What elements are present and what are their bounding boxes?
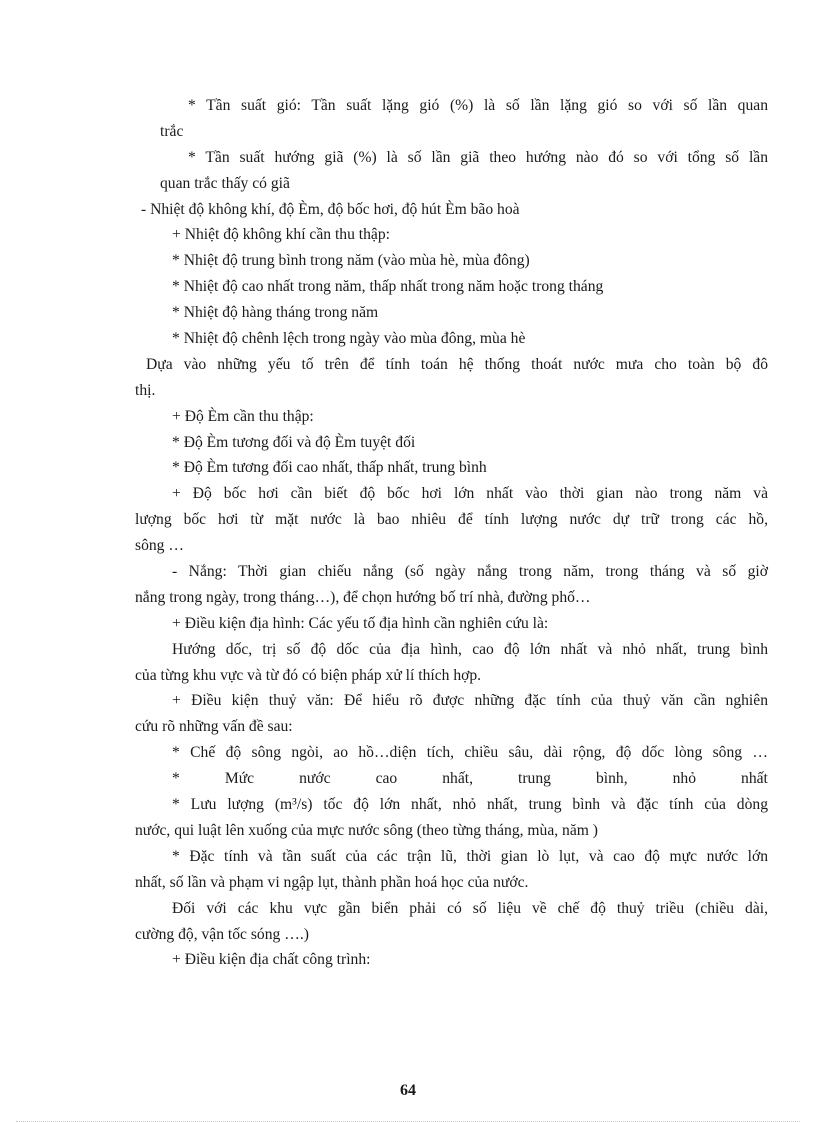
text-line: trắc — [160, 122, 184, 140]
text-line: nắng trong ngày, trong tháng…), để chọn hướng bố trí nhà, đường phố… — [135, 588, 591, 606]
text-line: - Nắng: Thời gian chiếu nắng (số ngày nắng trong năm, trong tháng và số giờ — [172, 563, 768, 581]
word: trung — [518, 770, 551, 788]
word: bình, — [595, 770, 628, 788]
text-line: * Độ Èm tương đối và độ Èm tuyệt đối — [172, 433, 416, 451]
text-line: + Điều kiện thuỷ văn: Để hiểu rõ được những đặc tính của thuỷ văn cần nghiên — [172, 692, 768, 710]
text-line: * Tần suất hướng giã (%) là số lần giã theo hướng nào đó so với tổng số lần — [188, 148, 768, 166]
text-line: quan trắc thấy có giã — [160, 174, 290, 192]
word: nước — [299, 770, 331, 788]
word: nhất — [741, 770, 768, 788]
text-line: lượng bốc hơi từ mặt nước là bao nhiêu để tính lượng nước dự trữ trong các hồ, — [135, 511, 768, 529]
page-bottom-border — [16, 1121, 800, 1122]
text-line — [135, 766, 768, 792]
word: cao — [375, 770, 398, 788]
text-line: * Nhiệt độ cao nhất trong năm, thấp nhất trong năm hoặc trong tháng — [172, 278, 604, 296]
text-line: Hướng dốc, trị số độ dốc của địa hình, cao độ lớn nhất và nhỏ nhất, trung bình — [172, 640, 768, 658]
text-line: Đối với các khu vực gần biển phải có số liệu về chế độ thuỷ triều (chiều dài, — [172, 899, 768, 917]
word: nhỏ — [672, 770, 697, 788]
text-line: * Nhiệt độ trung bình trong năm (vào mùa hè, mùa đông) — [172, 252, 530, 270]
text-line: + Độ Èm cần thu thập: — [172, 407, 314, 425]
text-line: + Điều kiện địa chất công trình: — [172, 951, 371, 969]
word: Mức — [224, 770, 255, 788]
text-line: cứu rõ những vấn đề sau: — [135, 718, 293, 736]
document-body — [135, 93, 768, 973]
text-line: - Nhiệt độ không khí, độ Èm, độ bốc hơi, độ hút Èm bão hoà — [141, 200, 520, 218]
text-line: * Nhiệt độ chênh lệch trong ngày vào mùa đông, mùa hè — [172, 330, 526, 348]
text-line: thị. — [135, 381, 156, 399]
text-line: * Độ Èm tương đối cao nhất, thấp nhất, trung bình — [172, 459, 487, 477]
text-line: nhất, số lần và phạm vi ngập lụt, thành phần hoá học của nước. — [135, 873, 529, 891]
text-line: * Tần suất gió: Tần suất lặng gió (%) là số lần lặng gió so với số lần quan — [188, 97, 768, 114]
text-line: * Nhiệt độ hàng tháng trong năm — [172, 304, 379, 322]
text-line: * Chế độ sông ngòi, ao hồ…diện tích, chiều sâu, dài rộng, độ dốc lòng sông … — [172, 744, 768, 762]
text-line: + Độ bốc hơi cần biết độ bốc hơi lớn nhất vào thời gian nào trong năm và — [172, 485, 768, 503]
text-line: nước, qui luật lên xuống của mực nước sông (theo từng tháng, mùa, năm ) — [135, 821, 599, 839]
word: * — [172, 770, 180, 788]
page-number: 64 — [400, 1082, 416, 1099]
text-line: cường độ, vận tốc sóng ….) — [135, 925, 309, 943]
text-line: * Lưu lượng (m³/s) tốc độ lớn nhất, nhỏ nhất, trung bình và đặc tính của dòng — [172, 796, 768, 814]
text-line: sông … — [135, 537, 184, 555]
text-line: Dựa vào những yếu tố trên để tính toán hệ thống thoát nước mưa cho toàn bộ đô — [146, 355, 768, 373]
text-line: của từng khu vực và từ đó có biện pháp xử lí thích hợp. — [135, 666, 482, 684]
word: nhất, — [442, 770, 473, 788]
text-line: + Nhiệt độ không khí cần thu thập: — [172, 226, 390, 244]
text-line: + Điều kiện địa hình: Các yếu tố địa hình cần nghiên cứu là: — [172, 614, 549, 632]
text-line: * Đặc tính và tần suất của các trận lũ, thời gian lò lụt, và cao độ mực nước lớn — [172, 847, 768, 865]
